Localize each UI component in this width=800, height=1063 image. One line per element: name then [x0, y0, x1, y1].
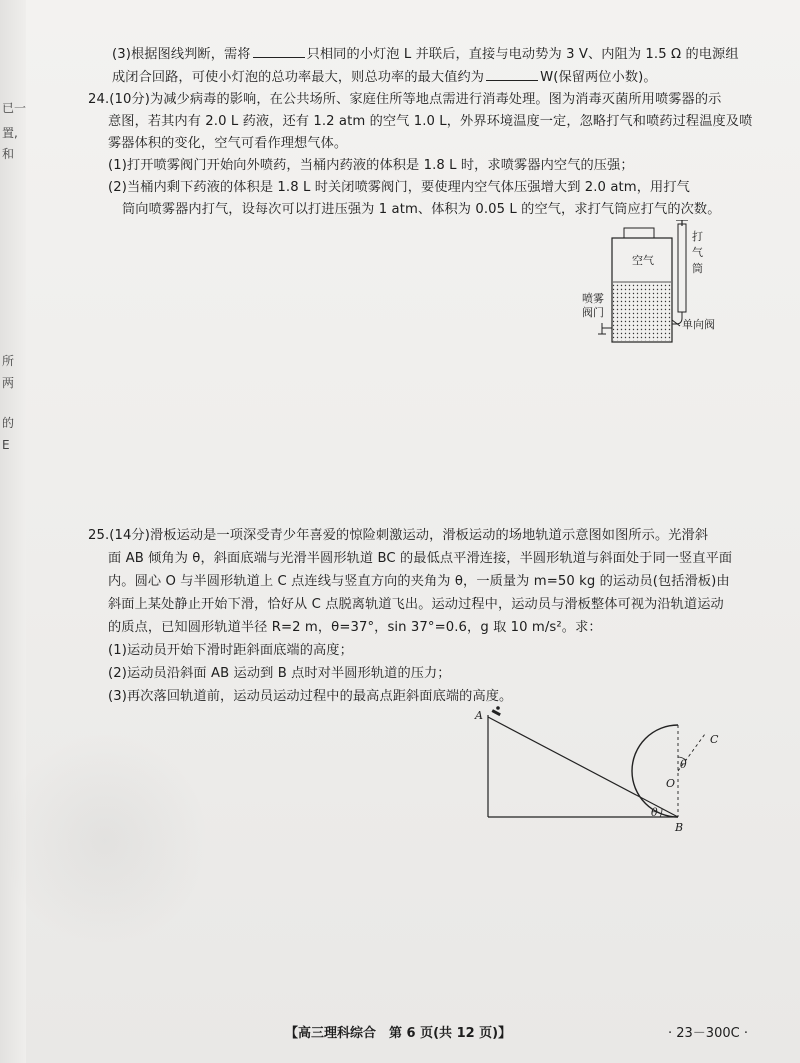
q25-line5: 的质点，已知圆形轨道半径 R=2 m，θ=37°，sin 37°=0.6，g 取 10 m/s²。求： [108, 620, 602, 635]
semicircle-track [632, 725, 678, 817]
footer-page-info: 【高三理科综合 第 6 页(共 12 页)】 [285, 1026, 512, 1041]
pump-label: 筒 [692, 262, 703, 275]
q24-line2: 意图，若其内有 2.0 L 药液，还有 1.2 atm 的空气 1.0 L，外界环境温度一定，忽略打气和喷药过程温度及喷 [108, 114, 753, 129]
q25-sub3: (3)再次落回轨道前，运动员运动过程中的最高点距斜面底端的高度。 [108, 689, 513, 704]
q25-sub1: (1)运动员开始下滑时距斜面底端的高度； [108, 643, 353, 658]
margin-char: 两 [2, 376, 15, 390]
q24-line1: 24.(10分)为减少病毒的影响，在公共场所、家庭住所等地点需进行消毒处理。图为消毒灭菌所用喷雾器的示 [88, 92, 722, 107]
q23-part3-line1 [112, 44, 739, 64]
q24-line3: 雾器体积的变化，空气可看作理想气体。 [108, 136, 348, 151]
point-o-label: O [666, 777, 676, 790]
margin-char: 已一 [2, 101, 27, 115]
sprayer-diagram [580, 220, 730, 345]
answer-blank[interactable] [253, 44, 305, 58]
q25-line2: 面 AB 倾角为 θ，斜面底端与光滑半圆形轨道 BC 的最低点平滑连接，半圆形轨道与斜面处于同一竖直平面 [108, 551, 733, 566]
point-b-label: B [675, 821, 684, 834]
theta-label-center: θ [680, 758, 687, 771]
theta-label-incline: θ [651, 806, 658, 819]
margin-char: 所 [2, 354, 15, 368]
q25-sub2: (2)运动员沿斜面 AB 运动到 B 点时对半圆形轨道的压力； [108, 666, 451, 681]
air-label: 空气 [632, 254, 654, 267]
q25-line4: 斜面上某处静止开始下滑，恰好从 C 点脱离轨道飞出。运动过程中，运动员与滑板整体可视为沿轨道运动 [108, 597, 724, 612]
pump-tube [678, 224, 686, 312]
pump-label: 打 [692, 230, 703, 243]
check-valve-label: 单向阀 [682, 318, 715, 331]
sprayer-cap [624, 228, 654, 238]
answer-blank[interactable] [486, 67, 538, 81]
q25-line1: 25.(14分)滑板运动是一项深受青少年喜爱的惊险刺激运动，滑板运动的场地轨道示意图如图所示。光滑斜 [88, 528, 709, 543]
q23-text: W(保留两位小数)。 [540, 70, 657, 85]
skater-icon [492, 706, 501, 716]
margin-char: 置, [2, 126, 18, 140]
page-footer [0, 1022, 800, 1042]
bleed-through-shadow [0, 730, 210, 950]
q23-text: (3)根据图线判断，需将 [112, 47, 251, 62]
q24-sub2: (2)当桶内剩下药液的体积是 1.8 L 时关闭喷雾阀门，要使理内空气体压强增大到 2.0 atm，用打气 [108, 180, 690, 195]
q25-line3: 内。圆心 O 与半圆形轨道上 C 点连线与竖直方向的夹角为 θ，一质量为 m=50 kg 的运动员(包括滑板)由 [108, 574, 730, 589]
q24-sub2b: 筒向喷雾器内打气，设每次可以打进压强为 1 atm、体积为 0.05 L 的空气，求打气筒应打气的次数。 [122, 202, 721, 217]
margin-char: 的 [2, 416, 15, 430]
point-c-label: C [710, 733, 719, 746]
incline-slope [488, 717, 678, 817]
q23-text: 只相同的小灯泡 L 并联后，直接与电动势为 3 V、内阻为 1.5 Ω 的电源组 [306, 47, 739, 62]
pump-label: 气 [692, 246, 703, 259]
spray-valve-label: 阀门 [582, 306, 604, 319]
track-diagram [470, 705, 740, 835]
q23-text: 成闭合回路，可使小灯泡的总功率最大，则总功率的最大值约为 [112, 70, 485, 85]
q23-part3-line2 [112, 67, 657, 87]
q24-sub1: (1)打开喷雾阀门开始向外喷药，当桶内药液的体积是 1.8 L 时，求喷雾器内空气的压强； [108, 158, 634, 173]
spray-valve-label: 喷雾 [582, 292, 604, 305]
margin-char: 和 [2, 147, 15, 161]
point-a-label: A [475, 709, 483, 722]
liquid-region [613, 282, 671, 341]
margin-char: E [2, 438, 10, 452]
footer-exam-code: · 23－300C · [668, 1026, 748, 1041]
